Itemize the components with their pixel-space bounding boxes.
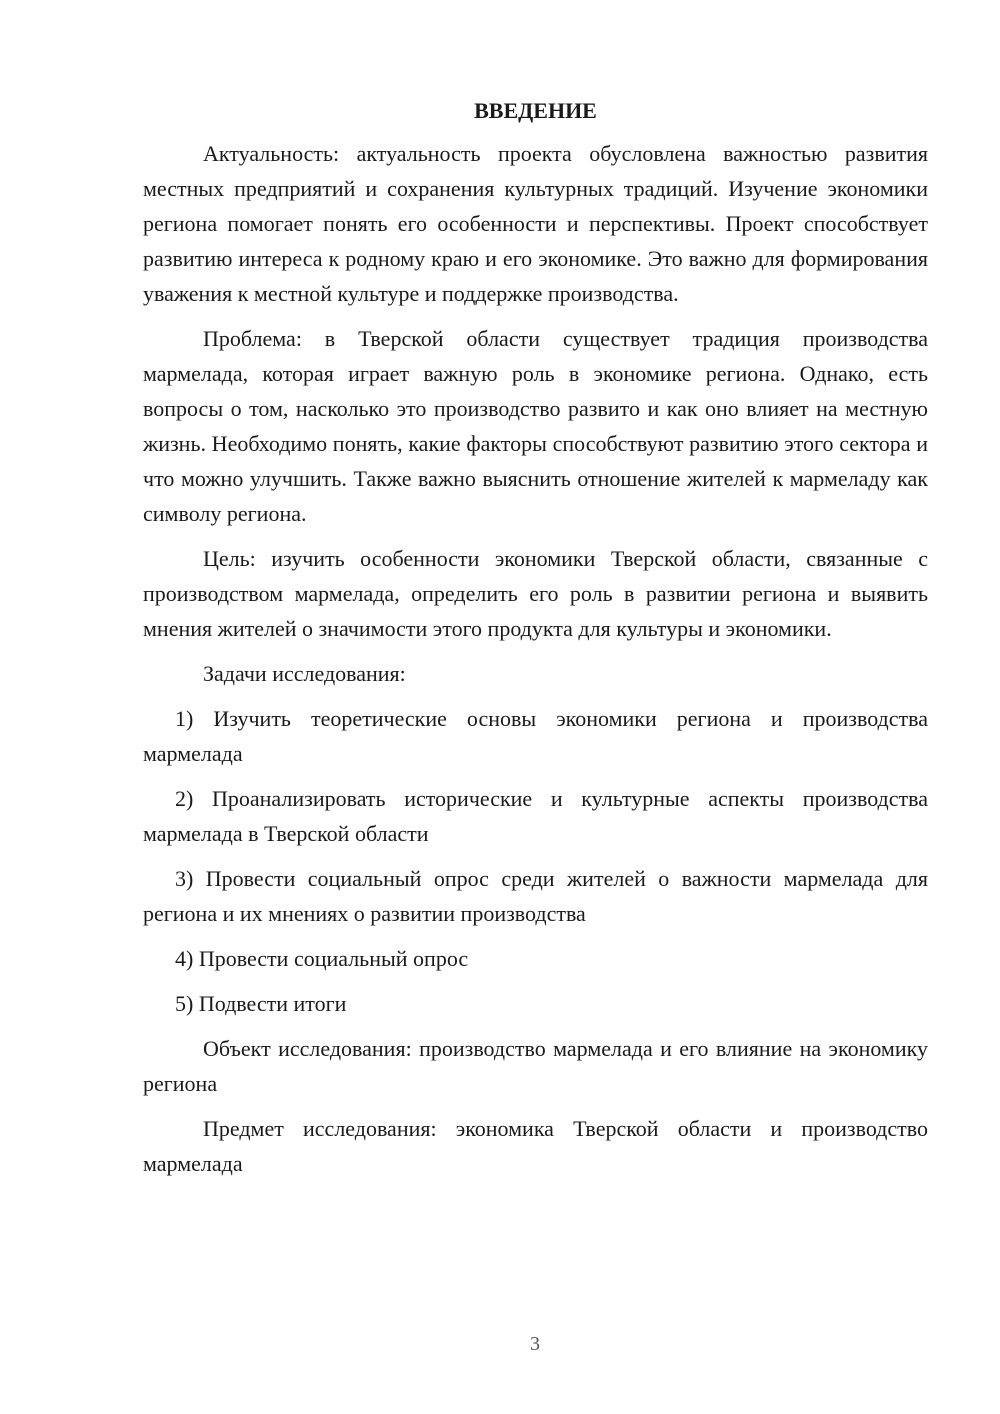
tasks-heading: Задачи исследования: — [203, 661, 406, 686]
task-item-4: 4) Провести социальный опрос — [175, 946, 469, 971]
goal-paragraph: Цель: изучить особенности экономики Тверской области, связанные с производством мармелада, определить его роль в развитии региона и выявить мнения жителей о значимости этого продукта для культуры и экономики. — [143, 546, 928, 641]
document-page — [143, 93, 928, 1191]
relevance-paragraph: Актуальность: актуальность проекта обусловлена важностью развития местных предприятий и сохранения культурных традиций. Изучение экономики региона помогает понять его особенности и перспективы. Проект способствует развитию интереса к родному краю и его экономике. Это важно для формирования уважения к местной культуре и поддержке производства. — [143, 141, 928, 306]
task-item-3: 3) Провести социальный опрос среди жителей о важности мармелада для региона и их мнениях о развитии производства — [143, 866, 928, 926]
problem-paragraph: Проблема: в Тверской области существует традиция производства мармелада, которая играет важную роль в экономике региона. Однако, есть вопросы о том, насколько это производство развито и как оно влияет на местную жизнь. Необходимо понять, какие факторы способствуют развитию этого сектора и что можно улучшить. Также важно выяснить отношение жителей к мармеладу как символу региона. — [143, 326, 928, 526]
section-title: ВВЕДЕНИЕ — [474, 98, 597, 123]
task-item-2: 2) Проанализировать исторические и культурные аспекты производства мармелада в Тверской области — [143, 786, 928, 846]
page-number: 3 — [530, 1333, 540, 1355]
task-item-1: 1) Изучить теоретические основы экономики региона и производства мармелада — [143, 706, 928, 766]
object-paragraph: Объект исследования: производство мармелада и его влияние на экономику региона — [143, 1036, 928, 1096]
task-item-5: 5) Подвести итоги — [175, 991, 347, 1016]
subject-paragraph: Предмет исследования: экономика Тверской области и производство мармелада — [143, 1116, 928, 1176]
